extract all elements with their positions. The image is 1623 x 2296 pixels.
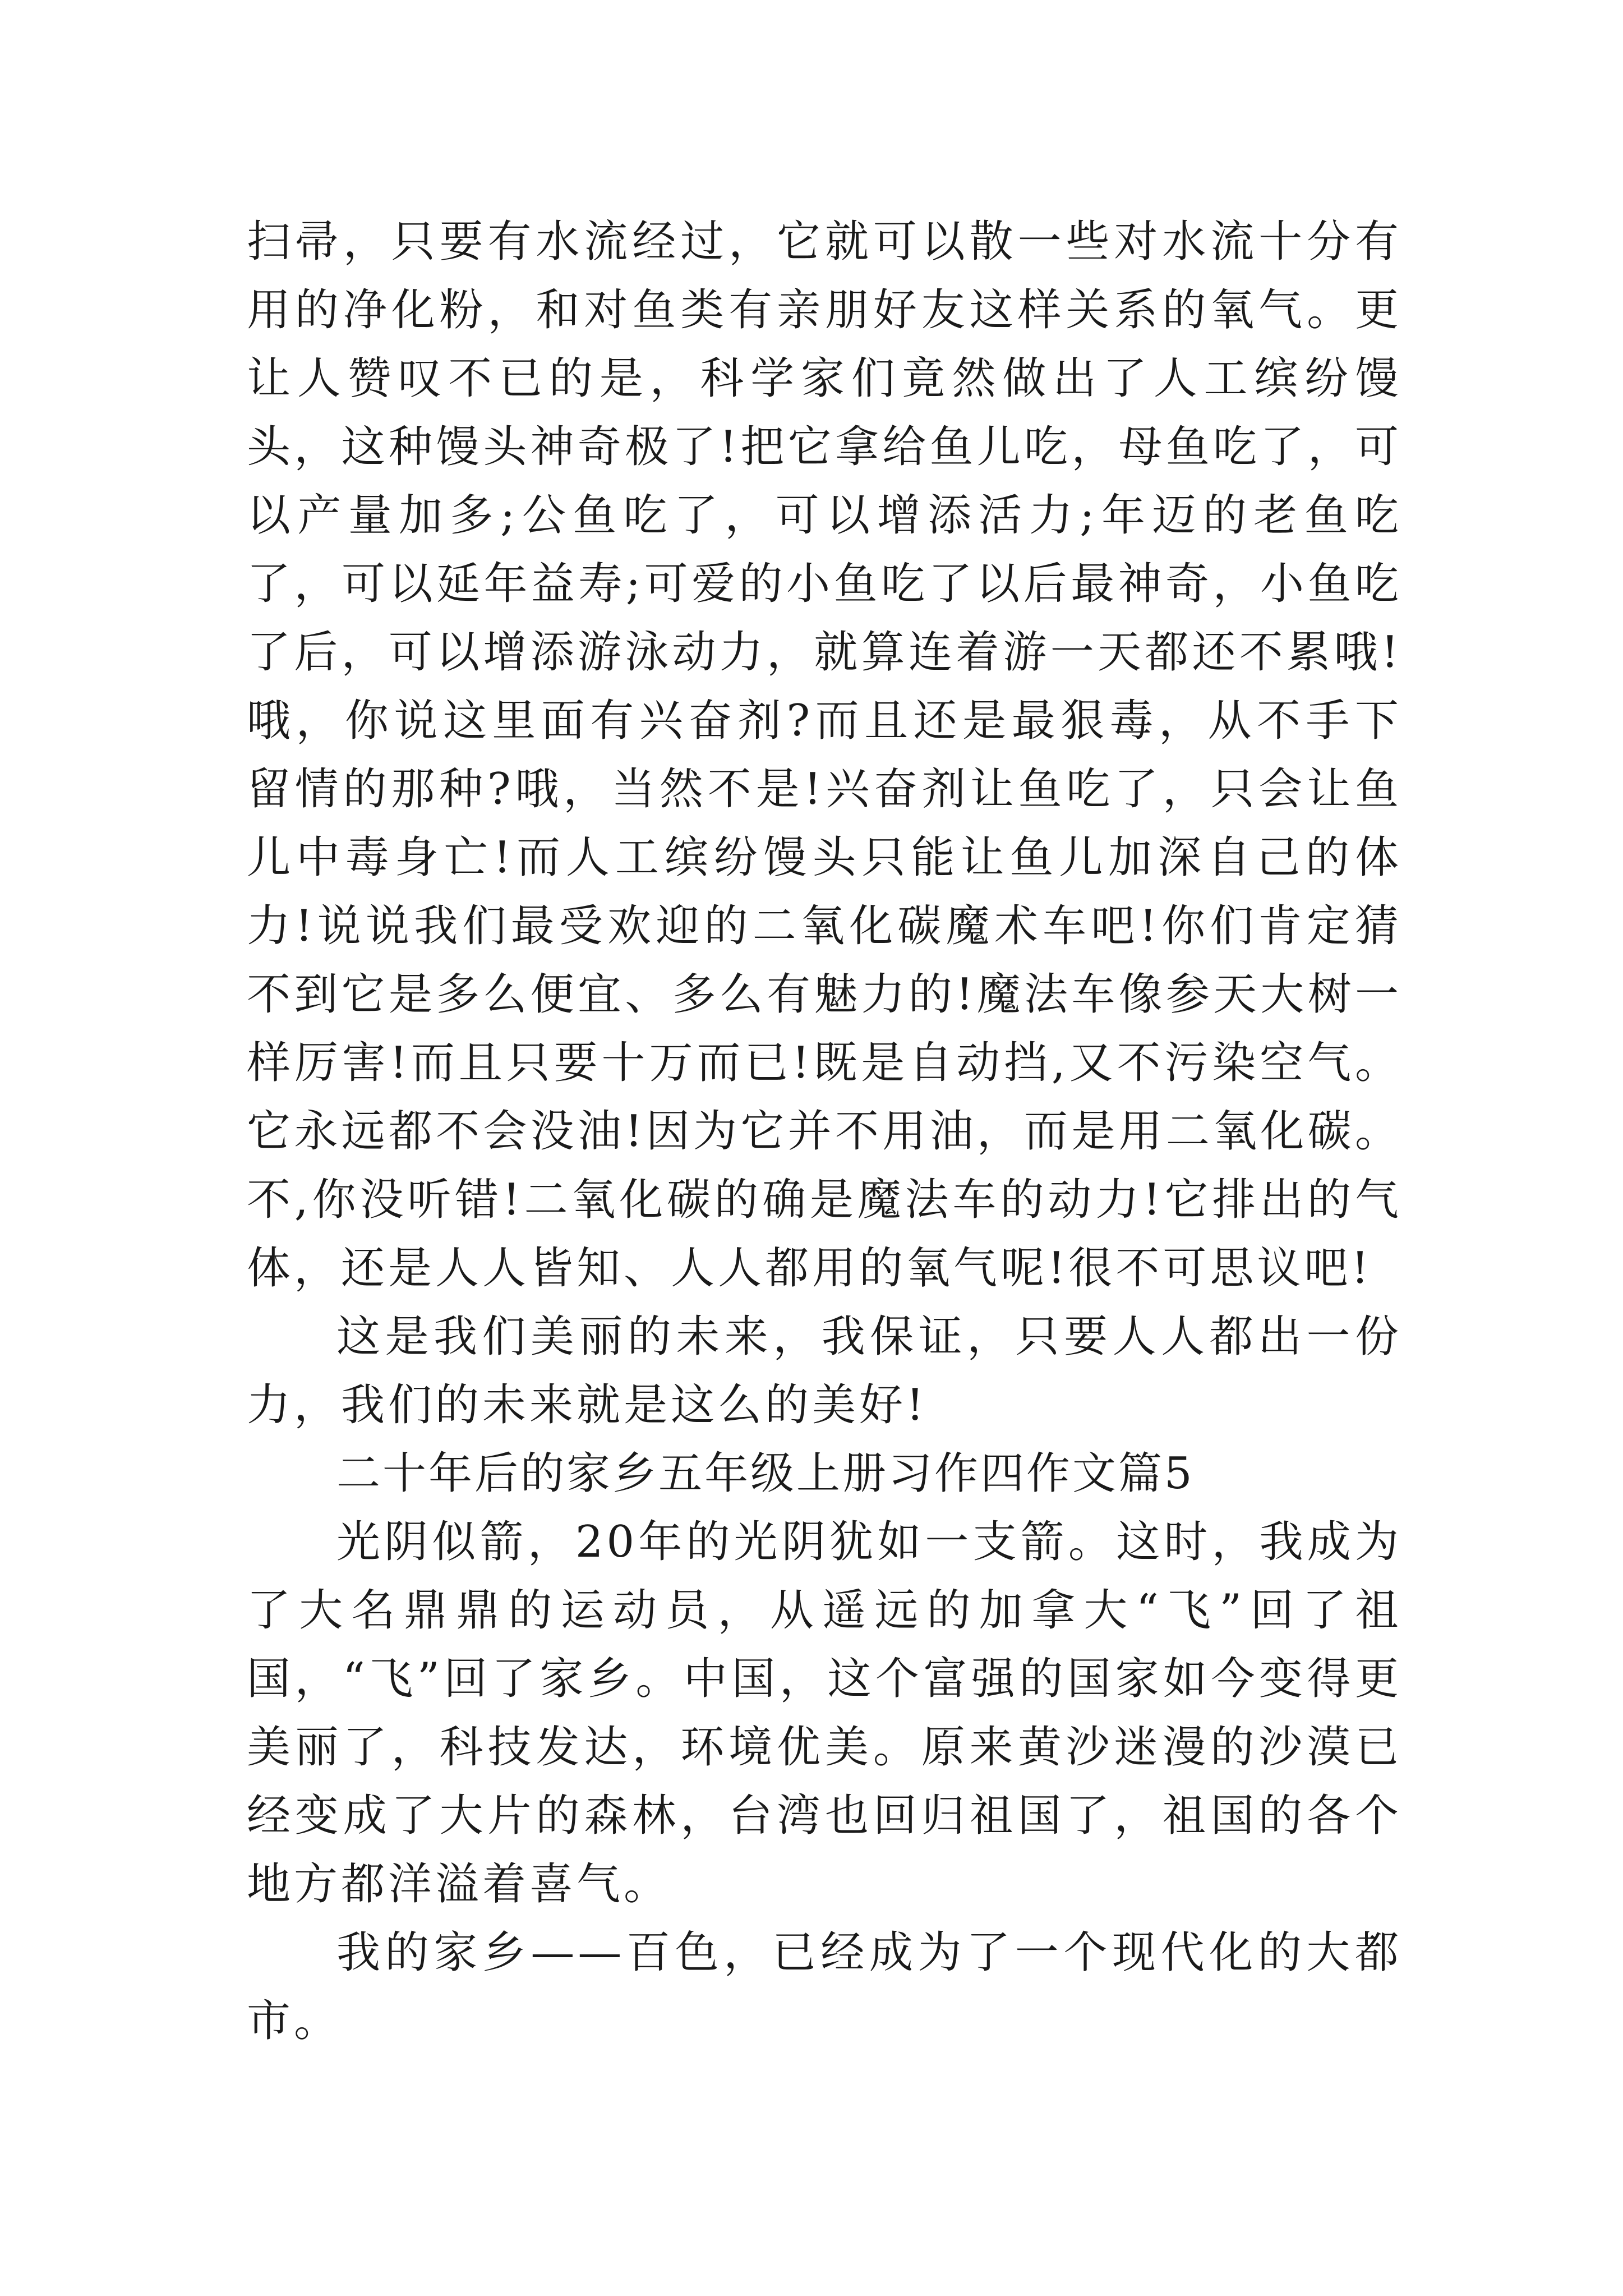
- essay-heading: 二十年后的家乡五年级上册习作四作文篇5: [336, 1448, 1195, 1499]
- paragraph-fish-and-magic-car: 扫帚，只要有水流经过，它就可以散一些对水流十分有用的净化粉，和对鱼类有亲朋好友这样关系的氧气。更让人赞叹不已的是，科学家们竟然做出了人工缤纷馒头，这种馒头神奇极了!把它拿给鱼儿吃，母鱼吃了，可以产量加多;公鱼吃了，可以增添活力;年迈的老鱼吃了，可以延年益寿;可爱的小鱼吃了以后最神奇，小鱼吃了后，可以增添游泳动力，就算连着游一天都还不累哦!哦，你说这里面有兴奋剂?而且还是最狠毒，从不手下留情的那种?哦，当然不是!兴奋剂让鱼吃了，只会让鱼儿中毒身亡!而人工缤纷馒头只能让鱼儿加深自己的体力!说说我们最受欢迎的二氧化碳魔术车吧!你们肯定猜不到它是多么便宜、多么有魅力的!魔法车像参天大树一样厉害!而且只要十万而已!既是自动挡,又不污染空气。它永远都不会没油!因为它并不用油，而是用二氧化碳。不,你没听错!二氧化碳的确是魔法车的动力!它排出的气体，还是人人皆知、人人都用的氧气呢!很不可思议吧!: [247, 217, 1402, 1294]
- paragraph-twenty-years-later: 光阴似箭，20年的光阴犹如一支箭。这时，我成为了大名鼎鼎的运动员，从遥远的加拿大“飞”回了祖国，“飞”回了家乡。中国，这个富强的国家如今变得更美丽了，科技发达，环境优美。原来黄沙迷漫的沙漠已经变成了大片的森林，台湾也回归祖国了，祖国的各个地方都洋溢着喜气。: [247, 1517, 1402, 1910]
- essay-body: [247, 208, 1402, 2055]
- paragraph-hometown-baise: 我的家乡——百色，已经成为了一个现代化的大都市。: [247, 1927, 1402, 2046]
- paragraph-beautiful-future: 这是我们美丽的未来，我保证，只要人人都出一份力，我们的未来就是这么的美好!: [247, 1312, 1402, 1430]
